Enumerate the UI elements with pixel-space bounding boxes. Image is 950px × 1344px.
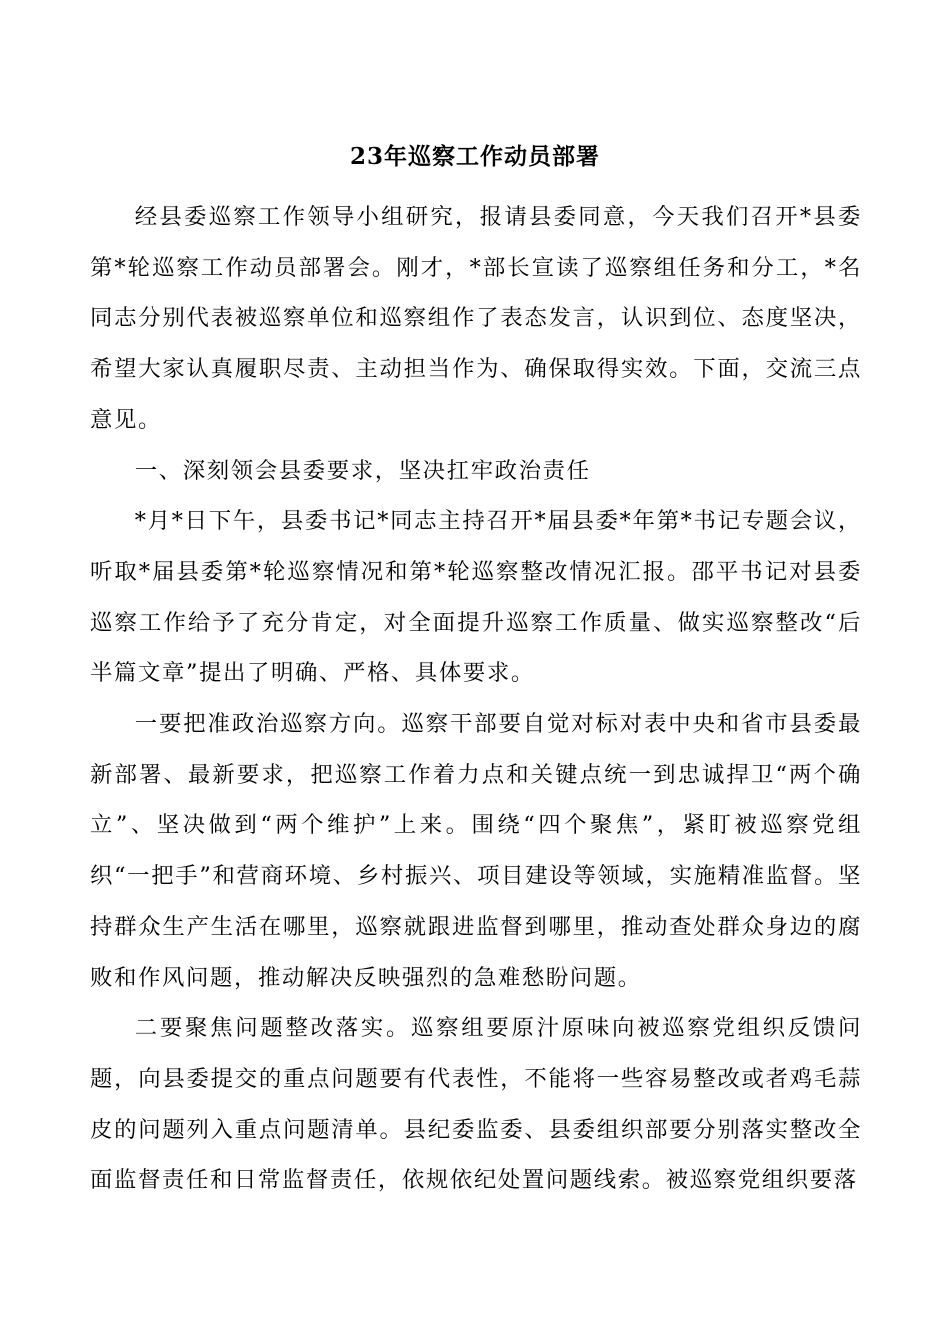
document-body: [90, 192, 862, 1206]
paragraph-intro: 经县委巡察工作领导小组研究，报请县委同意，今天我们召开*县委第*轮巡察工作动员部署会。刚才，*部长宣读了巡察组任务和分工，*名同志分别代表被巡察单位和巡察组作了表态发言，认识到位、态度坚决，希望大家认真履职尽责、主动担当作为、确保取得实效。下面，交流三点意见。: [90, 204, 862, 433]
paragraph-point-1: 一要把准政治巡察方向。巡察干部要自觉对标对表中央和省市县委最新部署、最新要求，把巡察工作着力点和关键点统一到忠诚捍卫“两个确立”、坚决做到“两个维护”上来。围绕“四个聚焦”，紧盯被巡察党组织“一把手”和营商环境、乡村振兴、项目建设等领域，实施精准监督。坚持群众生产生活在哪里，巡察就跟进监督到哪里，推动查处群众身边的腐败和作风问题，推动解决反映强烈的急难愁盼问题。: [90, 711, 862, 991]
paragraph-meeting: *月*日下午，县委书记*同志主持召开*届县委*年第*书记专题会议，听取*届县委第*轮巡察情况和第*轮巡察整改情况汇报。邵平书记对县委巡察工作给予了充分肯定，对全面提升巡察工作质量、做实巡察整改“后半篇文章”提出了明确、严格、具体要求。: [90, 508, 862, 687]
document-title: 23年巡察工作动员部署: [349, 143, 600, 170]
section-heading-1: 一、深刻领会县委要求，坚决扛牢政治责任: [134, 457, 591, 484]
paragraph-point-2: 二要聚焦问题整改落实。巡察组要原汁原味向被巡察党组织反馈问题，向县委提交的重点问题要有代表性，不能将一些容易整改或者鸡毛蒜皮的问题列入重点问题清单。县纪委监委、县委组织部要分别落实整改全面监督责任和日常监督责任，依规依纪处置问题线索。被巡察党组织要落: [90, 1015, 862, 1194]
